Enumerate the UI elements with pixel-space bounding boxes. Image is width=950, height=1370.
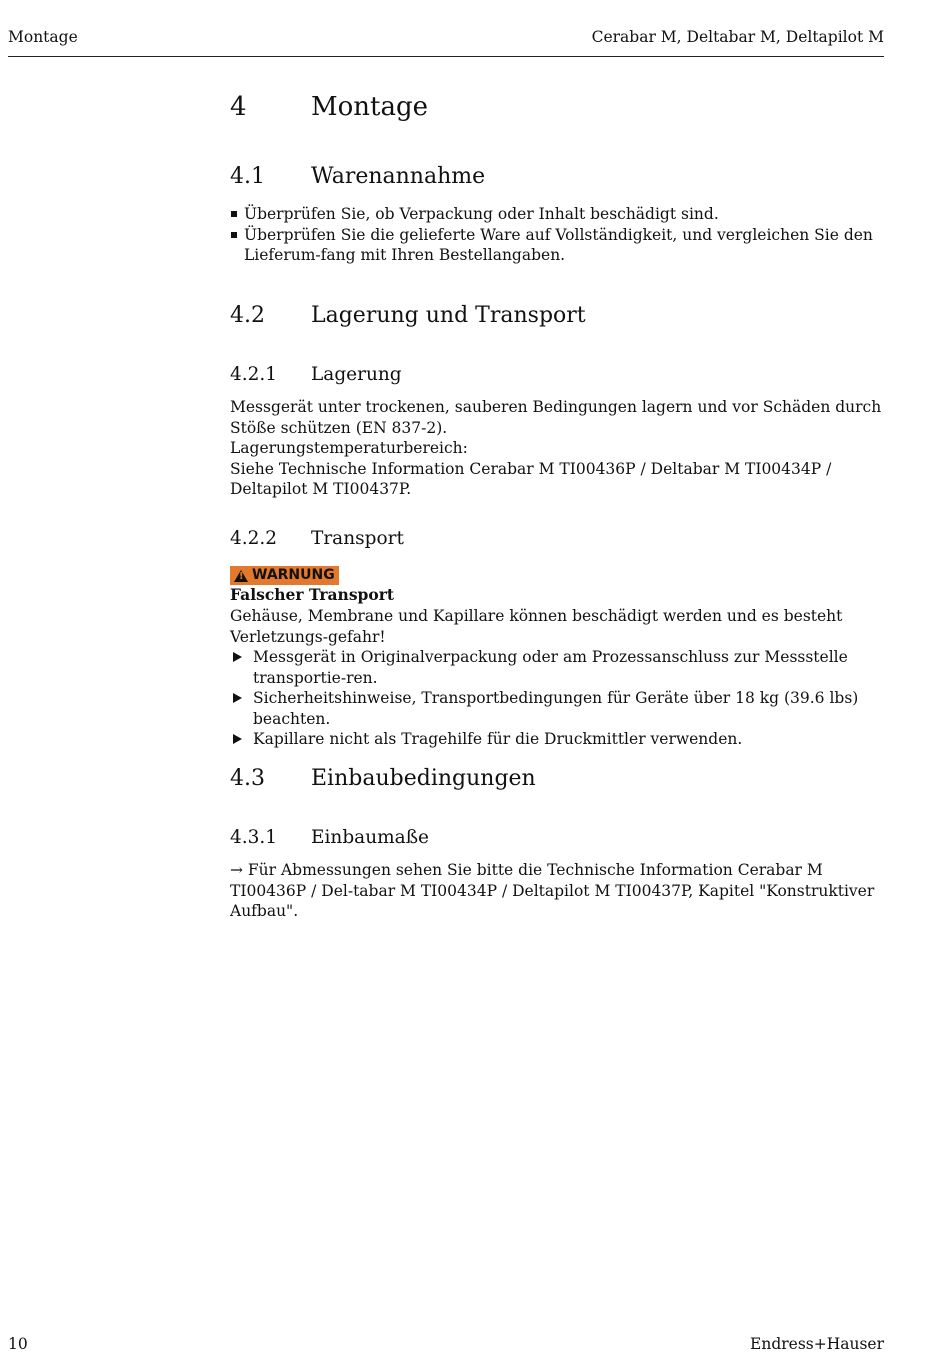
list-item: Überprüfen Sie, ob Verpackung oder Inhalt beschädigt sind.	[230, 204, 884, 225]
warning-triangle-icon	[234, 570, 248, 582]
transport-steps	[230, 647, 884, 750]
list-item: Sicherheitshinweise, Transportbedingungen für Geräte über 18 kg (39.6 lbs) beachten.	[230, 688, 884, 729]
einbaumasse-text: → Für Abmessungen sehen Sie bitte die Technische Information Cerabar M TI00436P / Del-tabar M TI00434P / Deltapilot M TI00437P, Kapitel "Konstruktiver Aufbau".	[230, 861, 875, 920]
step-arrow-icon	[233, 693, 242, 703]
heading-einbaumasse	[230, 827, 429, 848]
heading-warenannahme	[230, 164, 485, 189]
header-product: Cerabar M, Deltabar M, Deltapilot M	[591, 28, 884, 46]
running-header	[8, 28, 884, 57]
bullet-square-icon	[231, 211, 237, 217]
list-item: Messgerät in Originalverpackung oder am Prozessanschluss zur Messstelle transportie-ren.	[230, 647, 884, 688]
warning-badge	[230, 566, 339, 585]
section-number: 4.2	[230, 303, 265, 328]
heading-lagerung-transport	[230, 303, 586, 328]
chapter-number: 4	[230, 92, 247, 122]
warning-text: Gehäuse, Membrane und Kapillare können beschädigt werden und es besteht Verletzungs-gefahr!	[230, 607, 843, 646]
bullet-square-icon	[231, 232, 237, 238]
step-arrow-icon	[233, 734, 242, 744]
heading-lagerung	[230, 364, 402, 385]
subsection-number: 4.2.2	[230, 528, 278, 549]
step-arrow-icon	[233, 652, 242, 662]
subsection-title: Lagerung	[311, 364, 402, 385]
list-item: Überprüfen Sie die gelieferte Ware auf Vollständigkeit, und vergleichen Sie den Lieferum-fang mit Ihren Bestellangaben.	[230, 225, 884, 266]
subsection-number: 4.2.1	[230, 364, 278, 385]
section-title: Lagerung und Transport	[311, 303, 586, 328]
section-number: 4.1	[230, 164, 265, 189]
chapter-heading	[230, 92, 428, 122]
section-title: Warenannahme	[311, 164, 486, 189]
subsection-title: Einbaumaße	[311, 827, 430, 848]
list-item: Kapillare nicht als Tragehilfe für die Druckmittler verwenden.	[230, 729, 884, 750]
subsection-title: Transport	[311, 528, 404, 549]
lagerung-text: Messgerät unter trockenen, sauberen Bedingungen lagern und vor Schäden durch Stöße schützen (EN 837-2). Lagerungstemperaturbereich: Siehe Technische Information Cerabar M TI00436P / Deltabar M TI00434P / Deltapilot M TI00437P.	[230, 398, 882, 498]
warning-label: WARNUNG	[252, 567, 335, 583]
running-footer	[8, 1335, 884, 1353]
section-number: 4.3	[230, 766, 265, 791]
warenannahme-list	[230, 204, 884, 266]
header-chapter: Montage	[8, 28, 78, 46]
section-title: Einbaubedingungen	[311, 766, 536, 791]
heading-einbaubedingungen	[230, 766, 536, 791]
footer-brand: Endress+Hauser	[750, 1335, 884, 1353]
chapter-title: Montage	[311, 92, 428, 122]
warning-title: Falscher Transport	[230, 585, 395, 604]
heading-transport	[230, 528, 404, 549]
subsection-number: 4.3.1	[230, 827, 278, 848]
page-number: 10	[8, 1335, 28, 1353]
